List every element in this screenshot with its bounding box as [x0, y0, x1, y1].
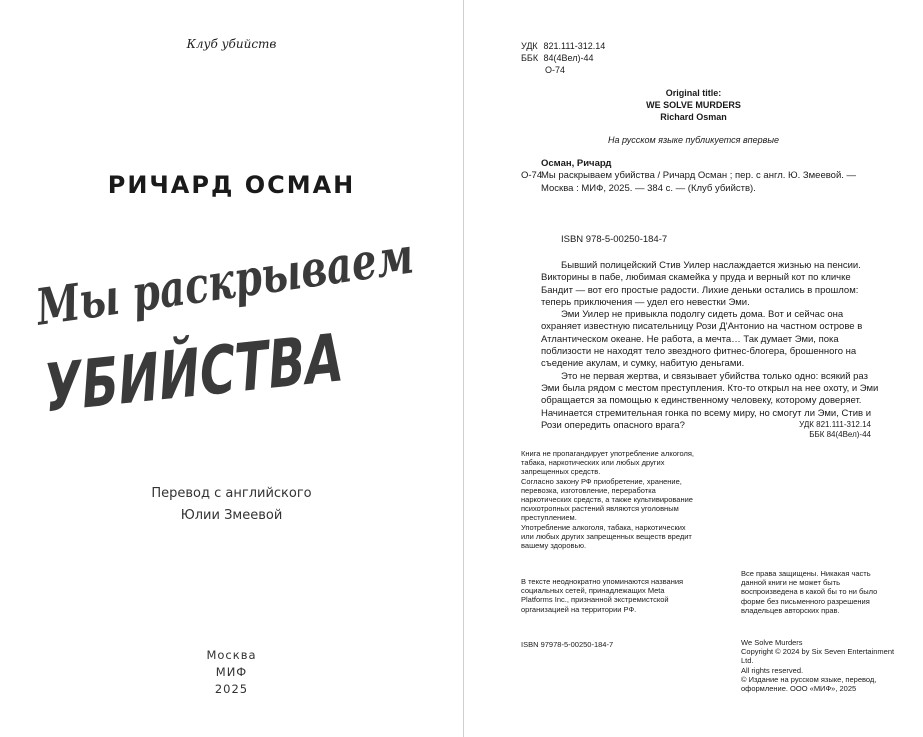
annotation [541, 260, 881, 432]
warning-paragraph: Книга не пропагандирует употребление алкоголя, табака, наркотических или любых других запрещенных средств. [521, 449, 694, 477]
catalog-entry: Мы раскрываем убийства / Ричард Осман ; пер. с англ. Ю. Змеевой. — Москва : МИФ, 2025. — 384 с. — (Клуб убийств). [541, 170, 857, 194]
copyright-line: All rights reserved. [741, 665, 804, 675]
social-network-notice: В тексте неоднократно упоминаются названия социальных сетей, принадлежащих Meta Platforms Inc., признанной экстремистской организацией на территории РФ. [521, 577, 684, 614]
annotation-paragraph: Бывший полицейский Стив Уилер наслаждается жизнью на пенсии. Викторины в пабе, любимая скамейка у пруда и верный кот по кличке Бандит — вот его простые радости. Лихие деньки остались в прошлом: теперь приключения — удел его невестки Эми. [541, 260, 861, 308]
isbn: ISBN 978-5-00250-184-7 [561, 234, 668, 245]
copyright-line: Copyright © 2024 by Six Seven Entertainment Ltd. [741, 647, 895, 666]
udk-label: УДК [521, 41, 538, 51]
imprint-year: 2025 [214, 682, 249, 696]
copyright-line: We Solve Murders [741, 638, 803, 647]
imprint-city: Москва [206, 648, 257, 662]
rights-notice: Все права защищены. Никакая часть данной книги не может быть воспроизведена в какой бы то ни было форме без письменного разрешения владельцев авторских прав. [741, 569, 878, 615]
series-title: Клуб убийств [186, 37, 277, 51]
udk-value: 821.111-312.14 [543, 41, 606, 51]
isbn-small: ISBN 97978-5-00250-184-7 [521, 640, 614, 649]
translator-credit [0, 483, 463, 527]
translator-line2: Юлии Змеевой [180, 508, 283, 523]
classification-repeat [799, 420, 871, 440]
catalog-author: Осман, Ричард [541, 158, 612, 169]
original-author: Richard Osman [660, 112, 727, 122]
bbk-value: 84(4Вел)-44 [543, 53, 594, 63]
author-code: О-74 [545, 65, 566, 75]
copyright-line: © Издание на русском языке, перевод, оформление. ООО «МИФ», 2025 [741, 674, 877, 694]
original-title: WE SOLVE MURDERS [646, 100, 741, 110]
first-publication-note: На русском языке публикуется впервые [608, 135, 779, 145]
udk-small: УДК 821.111-312.14 [799, 420, 871, 429]
translator-line1: Перевод с английского [151, 486, 312, 501]
annotation-paragraph: Эми Уилер не привыкла подолгу сидеть дома. Вот и сейчас она охраняет известную писательницу Рози Д'Антонио на частном острове в Атлантическом океане. Не работа, а мечта… Так думает Эми, пока поблизости не находят тело звездного фитнес-блогера, брошенного на съедение акулам, и сумку, набитую деньгами. [541, 309, 863, 370]
book-title [30, 210, 522, 428]
warning-paragraph: Согласно закону РФ приобретение, хранение, перевозка, изготовление, переработка наркотических средств, а также культивирование психотропных растений являются уголовным преступлением. [521, 476, 693, 523]
legal-warning [521, 449, 696, 550]
catalog-code: О-74 [521, 170, 543, 181]
imprint-publisher: МИФ [215, 665, 248, 679]
bbk-label: ББК [521, 53, 539, 63]
author-name: РИЧАРД ОСМАН [107, 171, 356, 199]
book-title-line1: Мы раскрываем [32, 210, 522, 337]
warning-paragraph: Употребление алкоголя, табака, наркотических или любых других запрещенных веществ вредит вашему здоровью. [521, 522, 692, 551]
imprint [0, 647, 463, 698]
classification-block [521, 40, 605, 76]
bbk-small: ББК 84(4Вел)-44 [809, 430, 871, 439]
original-title-block [464, 87, 923, 123]
right-page [464, 0, 923, 737]
copyright-block [741, 638, 901, 693]
original-title-label: Original title: [665, 88, 722, 98]
annotation-paragraph: Это не первая жертва, и связывает убийства только одно: всякий раз Эми была рядом с местом преступления. Кто-то открыл на нее охоту, и Эми обращается за помощью к единственному человеку, которому доверяет. Начинается стремительная гонка по всему миру, но смогут ли Эми, Стив и Рози опередить опасного врага? [541, 370, 879, 431]
book-title-line2: УБИЙСТВА [41, 307, 452, 428]
